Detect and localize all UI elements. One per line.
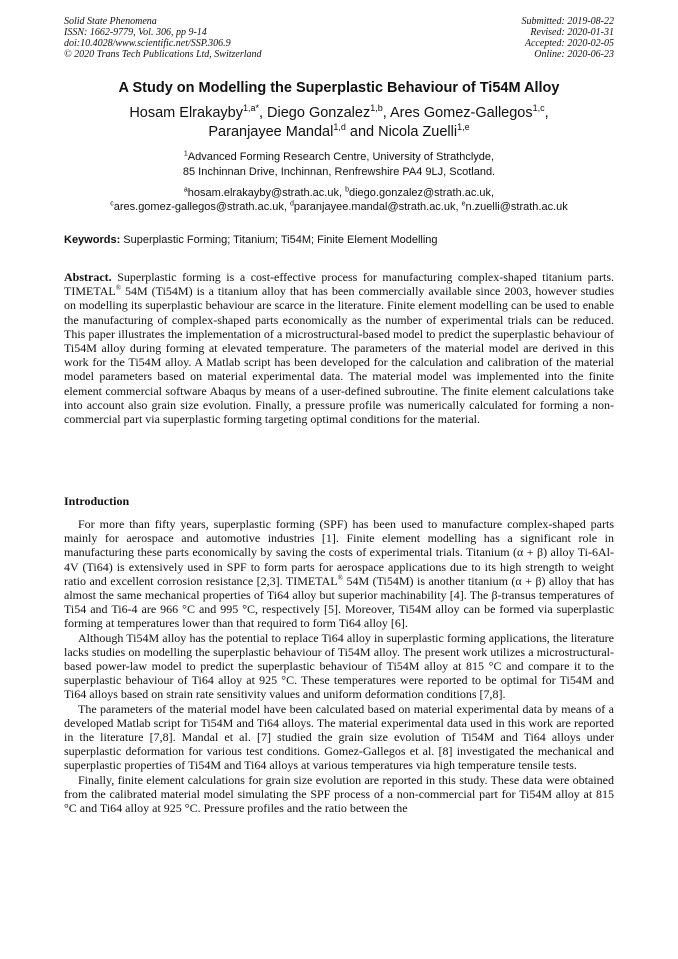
affiliation-line: 85 Inchinnan Drive, Inchinnan, Renfrewshire PA4 9LJ, Scotland.: [182, 166, 496, 178]
affiliation-sup: 1: [183, 150, 188, 158]
date-accepted: Accepted: 2020-02-05: [524, 38, 614, 49]
submission-dates: [522, 16, 615, 60]
author-name: , Ares Gomez-Gallegos: [382, 105, 533, 121]
date-revised: Revised: 2020-01-31: [530, 27, 614, 38]
keywords-text: Superplastic Forming; Titanium; Ti54M; Finite Element Modelling: [120, 234, 438, 246]
email-link[interactable]: ares.gomez-gallegos@strath.ac.uk,: [113, 201, 290, 213]
author-list: Hosam Elrakayby$^{1,a*}$, Diego Gonzalez$^{1,b}$, Ares Gomez-Gallegos$^{1,c}$, Paranjayee Mandal$^{1,d}$ and Nicola Zuelli$^{1,e}$: [129, 103, 549, 140]
paragraph-text: 54M (Ti54M) is another titanium (α + β) alloy that has almost the same mechanical properties of Ti64 alloy but superior machinability [4]. The β-transus temperatures of Ti54 and Ti6-4 are 966 °C and 995 °C, respectively [5]. Moreover, Ti54M alloy can be formed via superplastic forming at temperatures lower than that required to form Ti64 alloy [6].: [64, 573, 614, 631]
email-link[interactable]: n.zuelli@strath.ac.uk: [465, 201, 568, 213]
keywords-label: Keywords:: [64, 234, 121, 246]
introduction-body: [64, 517, 614, 815]
section-heading-introduction: Introduction: [64, 494, 130, 508]
author-affil-sup: 1,b: [370, 103, 383, 114]
author-affil-sup: 1,e: [457, 122, 470, 133]
email-sup: d: [289, 200, 294, 208]
author-name: Paranjayee Mandal: [208, 124, 334, 140]
paragraph: Finally, finite element calculations for grain size evolution are reported in this study. These data were obtained from the calibrated material model simulating the SPF process of a non-commercial part for Ti54M alloy at 815 °C and Ti64 alloy at 925 °C. Pressure profiles and the ratio between the: [64, 772, 614, 816]
journal-name: Solid State Phenomena: [64, 16, 157, 27]
email-sup: c: [110, 200, 114, 208]
affiliation: [60, 150, 618, 180]
email-link[interactable]: paranjayee.mandal@strath.ac.uk,: [293, 201, 462, 213]
author-name: , Diego Gonzalez: [258, 105, 371, 121]
journal-copyright: © 2020 Trans Tech Publications Ltd, Switzerland: [64, 49, 262, 60]
author-name: and Nicola Zuelli: [345, 124, 458, 140]
journal-info: [64, 16, 262, 60]
journal-issn: ISSN: 1662-9779, Vol. 306, pp 9-14: [64, 27, 207, 38]
paragraph: [64, 517, 614, 631]
paragraph: The parameters of the material model have been calculated based on material experimental data by means of a developed Matlab script for Ti54M and Ti64 alloys. The material experimental data used in this work are reported in the literature [7,8]. Mandal et al. [7] studied the grain size evolution of Ti54M and Ti64 alloys under superplastic deformation for various test conditions. Gomez-Gallegos et al. [8] investigated the mechanical and superplastic properties of Ti54M and Ti64 alloys at various temperatures via high temperature tensile tests.: [64, 701, 614, 773]
abstract-text: Superplastic forming is a cost-effective process for manufacturing complex-shaped titanium parts. TIMETAL: [64, 270, 614, 299]
date-online: Online: 2020-06-23: [534, 49, 614, 60]
author-affil-sup: 1,d: [333, 122, 346, 133]
email-link[interactable]: hosam.elrakayby@strath.ac.uk,: [187, 187, 346, 199]
keywords: [64, 234, 614, 246]
email-sup: e: [461, 200, 466, 208]
abstract-text: 54M (Ti54M) is a titanium alloy that has been commercially available since 2003, however studies on modelling its superplastic behaviour are scarce in the literature. Finite element modelling can be used to enable the manufacturing of complex-shaped parts economically as the number of experimental trials can be reduced. This paper illustrates the implementation of a microstructural-based model to predict the superplastic behaviour of Ti54M alloy during forming at elevated temperature. The parameters of the material model are derived in this work for the Ti54M alloy. A Matlab script has been developed for the calculation and calibration of the material model parameters based on material experimental data. The material model was implemented into the finite element commercial software Abaqus by means of a user-defined subroutine. The finite element calculations take into account also grain size evolution. Finally, a pressure profile was numerically calculated for forming a non-commercial part via superplastic forming targeting optimal conditions for the material.: [64, 284, 614, 427]
author-affil-sup: 1,a*: [242, 103, 259, 114]
email-sup: b: [345, 186, 349, 194]
abstract: [64, 270, 614, 426]
paragraph: Although Ti54M alloy has the potential to replace Ti64 alloy in superplastic forming applications, the literature lacks studies on modelling the superplastic behaviour of Ti54M alloy. The present work utilizes a microstructural-based power-law model to predict the superplastic behaviour of Ti54M alloy at 815 °C and compare it to the superplastic behaviour of Ti64 alloy at 925 °C. These temperatures were reported to be optimal for Ti54M and Ti64 alloys based on strain rate sensitivity values and uniform deformation conditions [7,8].: [64, 630, 614, 702]
affiliation-line: Advanced Forming Research Centre, University of Strathclyde,: [187, 151, 495, 163]
registered-mark: ®: [115, 284, 122, 293]
author-emails: [40, 186, 638, 214]
author-name: Hosam Elrakayby: [129, 105, 243, 121]
email-link[interactable]: diego.gonzalez@strath.ac.uk,: [349, 187, 495, 199]
author-affil-sup: 1,c: [532, 103, 545, 114]
registered-mark: ®: [337, 573, 343, 582]
date-submitted: Submitted: 2019-08-22: [521, 16, 614, 27]
journal-doi: doi:10.4028/www.scientific.net/SSP.306.9: [64, 38, 231, 49]
paragraph-text: For more than fifty years, superplastic forming (SPF) has been used to manufacture complex-shaped parts mainly for aerospace and automotive industries [1]. Finite element modelling has a significant role in manufacturing these parts economically by saving the costs of experimental trials. Titanium (α + β) alloy Ti-6Al-4V (Ti64) is extensively used in SPF to form parts for aerospace applications due to its high strength to weight ratio and excellent corrosion resistance [2,3]. TIMETAL: [64, 517, 614, 588]
paper-title: A Study on Modelling the Superplastic Behaviour of Ti54M Alloy: [118, 80, 560, 96]
email-sup: a: [183, 186, 188, 194]
abstract-label: Abstract.: [64, 270, 112, 284]
